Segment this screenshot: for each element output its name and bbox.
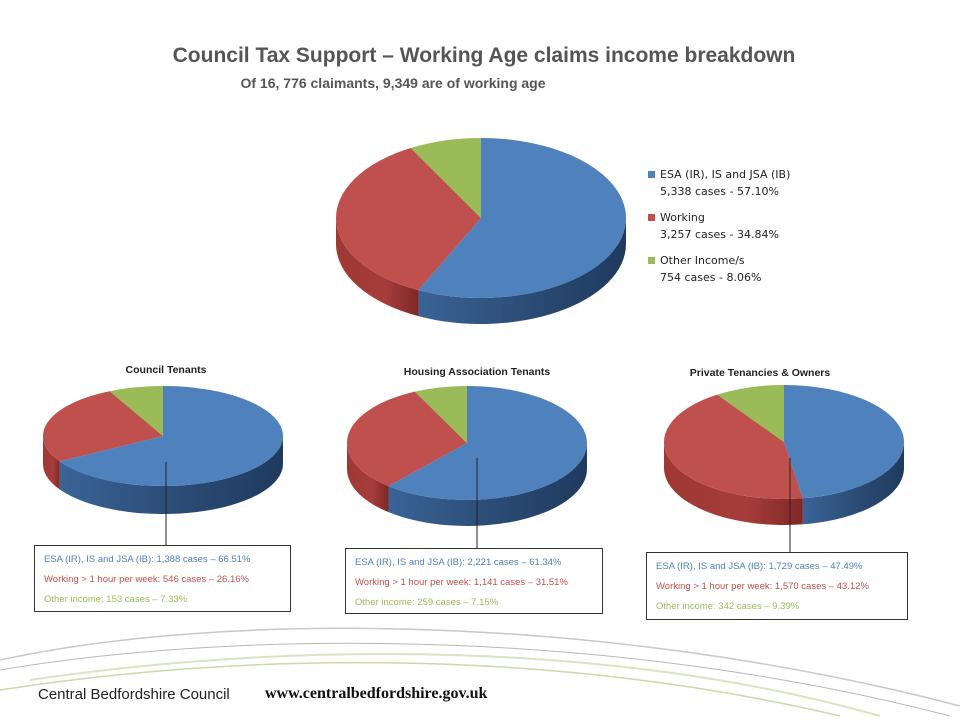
legend-item-other xyxy=(648,252,790,286)
footer-organisation: Central Bedfordshire Council xyxy=(38,686,230,703)
legend-swatch-other xyxy=(648,257,655,264)
info-working-housing: Working > 1 hour per week: 1,141 cases – 31.51% xyxy=(355,577,568,588)
info-working-private: Working > 1 hour per week: 1,570 cases – 43.12% xyxy=(656,581,869,592)
legend-item-esa xyxy=(648,166,790,200)
info-other-private: Other income: 342 cases – 9.39% xyxy=(656,601,800,612)
footer-url[interactable]: www.centralbedfordshire.gov.uk xyxy=(265,685,488,702)
legend-label-other: Other Income/s xyxy=(660,254,745,267)
info-esa-housing: ESA (IR), IS and JSA (IB): 2,221 cases – 61.34% xyxy=(355,557,562,568)
legend-detail-other: 754 cases - 8.06% xyxy=(660,271,762,284)
page-subtitle: Of 16, 776 claimants, 9,349 are of working age xyxy=(240,75,546,91)
legend-detail-esa: 5,338 cases - 57.10% xyxy=(660,185,779,198)
page-title: Council Tax Support – Working Age claims income breakdown xyxy=(172,44,796,67)
main-pie xyxy=(336,138,626,324)
chart-title-council-tenants: Council Tenants xyxy=(125,364,207,376)
info-working-council: Working > 1 hour per week: 546 cases – 26.16% xyxy=(44,574,249,585)
pie-council-tenants xyxy=(43,386,283,514)
legend-label-working: Working xyxy=(660,211,705,224)
main-legend xyxy=(648,166,790,295)
info-box-council-tenants xyxy=(34,545,291,612)
chart-title-housing-association: Housing Association Tenants xyxy=(403,366,551,378)
legend-item-working xyxy=(648,209,790,243)
legend-label-esa: ESA (IR), IS and JSA (IB) xyxy=(660,168,791,181)
legend-detail-working: 3,257 cases - 34.84% xyxy=(660,228,779,241)
info-other-council: Other income: 153 cases – 7.33% xyxy=(44,594,188,605)
info-esa-council: ESA (IR), IS and JSA (IB): 1,388 cases – 66.51% xyxy=(44,554,251,565)
info-esa-private: ESA (IR), IS and JSA (IB): 1,729 cases – 47.49% xyxy=(656,561,863,572)
info-box-private-tenancies xyxy=(646,552,908,620)
pie-private-tenancies xyxy=(664,385,904,525)
legend-swatch-working xyxy=(648,214,655,221)
info-other-housing: Other income: 259 cases – 7.15% xyxy=(355,597,499,608)
info-box-housing-association xyxy=(345,548,603,614)
pie-housing-association xyxy=(347,386,587,526)
chart-title-private-tenancies: Private Tenancies & Owners xyxy=(689,367,831,379)
legend-swatch-esa xyxy=(648,171,655,178)
